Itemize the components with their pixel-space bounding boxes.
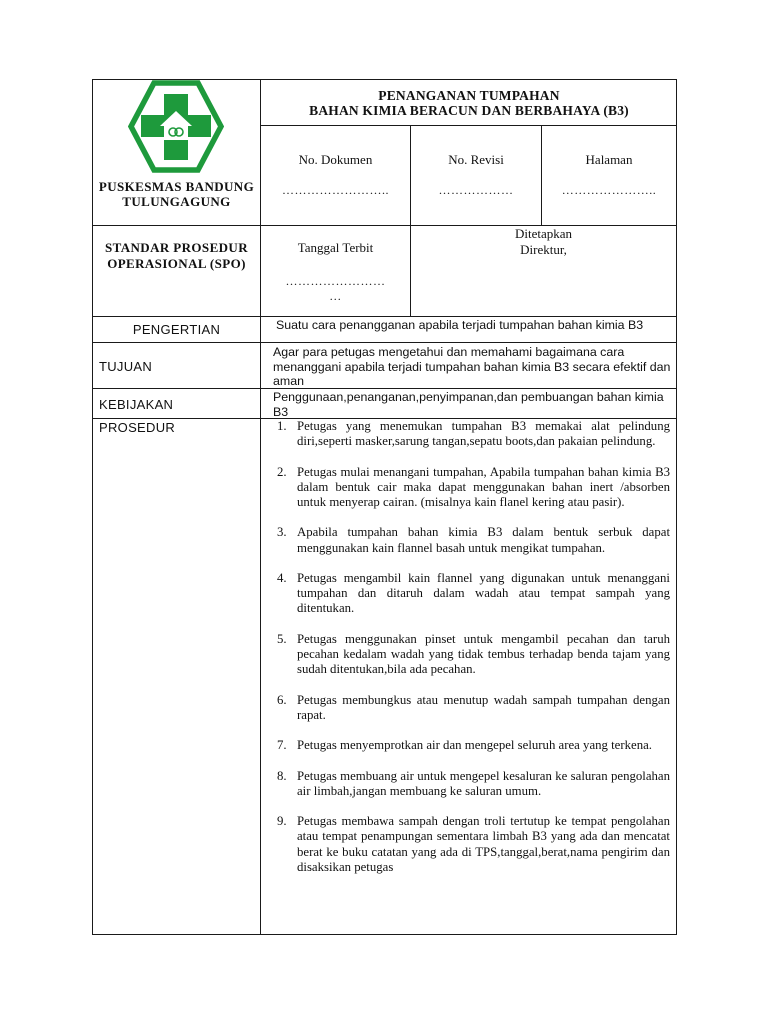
- procedure-step: [277, 464, 670, 511]
- puskesmas-logo: [128, 80, 224, 173]
- issue-date-label: Tanggal Terbit: [297, 240, 374, 255]
- page-number-label: Halaman: [585, 152, 633, 167]
- step-number: 9.: [277, 814, 287, 829]
- issue-date-value-cont: …: [329, 289, 342, 303]
- step-number: 1.: [277, 419, 287, 433]
- page-number-value: …………………..: [561, 183, 657, 197]
- tujuan-text: Agar para petugas mengetahui dan memahami bagaimana cara menanggani apabila terjadi tumpahan bahan kimia B3 secara efektif dan aman: [273, 345, 671, 388]
- procedure-step: [277, 525, 670, 555]
- organization-name: PUSKESMAS BANDUNG TULUNGAGUNG: [98, 179, 255, 209]
- step-number: 7.: [277, 738, 287, 753]
- established-label: Ditetapkan: [514, 226, 573, 241]
- kebijakan-text: Penggunaan,penanganan,penyimpanan,dan pembuangan bahan kimia B3: [273, 390, 664, 419]
- table-border-right: [676, 79, 677, 935]
- step-text: Petugas mulai menangani tumpahan, Apabila tumpahan bahan kimia B3 dalam bentuk cair maka dapat menggunakan bahan inert /absorben untuk menyerap cairan. (misalnya kain flanel kering atau pasir).: [297, 464, 670, 509]
- procedure-step: [277, 692, 670, 723]
- step-number: 6.: [277, 692, 287, 707]
- pengertian-label: PENGERTIAN: [132, 322, 221, 337]
- title-line-2: BAHAN KIMIA BERACUN DAN BERBAHAYA (B3): [309, 103, 629, 118]
- step-text: Petugas membuang air untuk mengepel kesaluran ke saluran pengolahan air limbah,jangan membuang ke saluran umum.: [297, 768, 670, 798]
- procedure-list-container: [272, 419, 670, 935]
- spo-label: STANDAR PROSEDUR OPERASIONAL (SPO): [104, 240, 249, 271]
- table-line: [541, 125, 542, 225]
- issue-date-value: ……………………: [285, 274, 386, 288]
- table-line: [92, 342, 677, 343]
- table-line: [260, 125, 677, 126]
- step-number: 8.: [277, 768, 287, 783]
- table-line: [260, 79, 261, 935]
- procedure-step: [277, 814, 670, 875]
- pengertian-text: Suatu cara penangganan apabila terjadi tumpahan bahan kimia B3: [276, 318, 644, 332]
- step-text: Apabila tumpahan bahan kimia B3 dalam bentuk serbuk dapat menggunakan kain flannel basah untuk mengikat tumpahan.: [297, 525, 670, 555]
- document-title: [261, 88, 677, 118]
- tujuan-label: TUJUAN: [99, 359, 153, 374]
- step-text: Petugas menggunakan pinset untuk mengambil pecahan dan taruh pecahan kedalam wadah yang tidak tembus terhadap benda tajam yang sudah ditentukan,bila ada pecahan.: [297, 631, 670, 677]
- prosedur-label: PROSEDUR: [99, 420, 176, 435]
- procedure-list: [272, 419, 670, 875]
- director-label: Direktur,: [520, 242, 567, 257]
- document-number-value: ……………………..: [282, 183, 389, 197]
- title-line-1: PENANGANAN TUMPAHAN: [378, 88, 560, 103]
- procedure-step: [277, 768, 670, 799]
- step-text: Petugas mengambil kain flannel yang digunakan untuk menanggani tumpahan dan ditaruh dalam wadah atau tempat sampah yang ditentukan.: [297, 570, 670, 616]
- procedure-step: [277, 419, 670, 449]
- step-number: 4.: [277, 570, 287, 585]
- step-number: 5.: [277, 631, 287, 646]
- revision-number-label: No. Revisi: [448, 152, 504, 167]
- step-number: 3.: [277, 525, 287, 540]
- step-text: Petugas yang menemukan tumpahan B3 memakai alat pelindung diri,seperti masker,sarung tangan,sepatu boots,dan pakaian pelindung.: [297, 419, 670, 449]
- kebijakan-label: KEBIJAKAN: [99, 397, 174, 412]
- revision-number-value: ………………: [438, 183, 514, 197]
- procedure-step: [277, 738, 670, 753]
- procedure-step: [277, 631, 670, 678]
- document-number-label: No. Dokumen: [298, 152, 373, 167]
- step-text: Petugas menyemprotkan air dan mengepel seluruh area yang terkena.: [297, 738, 652, 753]
- step-number: 2.: [277, 464, 287, 479]
- step-text: Petugas membungkus atau menutup wadah sampah tumpahan dengan rapat.: [297, 692, 670, 722]
- procedure-step: [277, 570, 670, 617]
- table-line: [92, 316, 677, 317]
- step-text: Petugas membawa sampah dengan troli tertutup ke tempat pengolahan atau tempat penampungan sementara limbah B3 yang ada dan mencatat berat ke buku catatan yang ada di TPS,tanggal,berat,nama pengirim dan disaksikan petugas: [297, 814, 670, 874]
